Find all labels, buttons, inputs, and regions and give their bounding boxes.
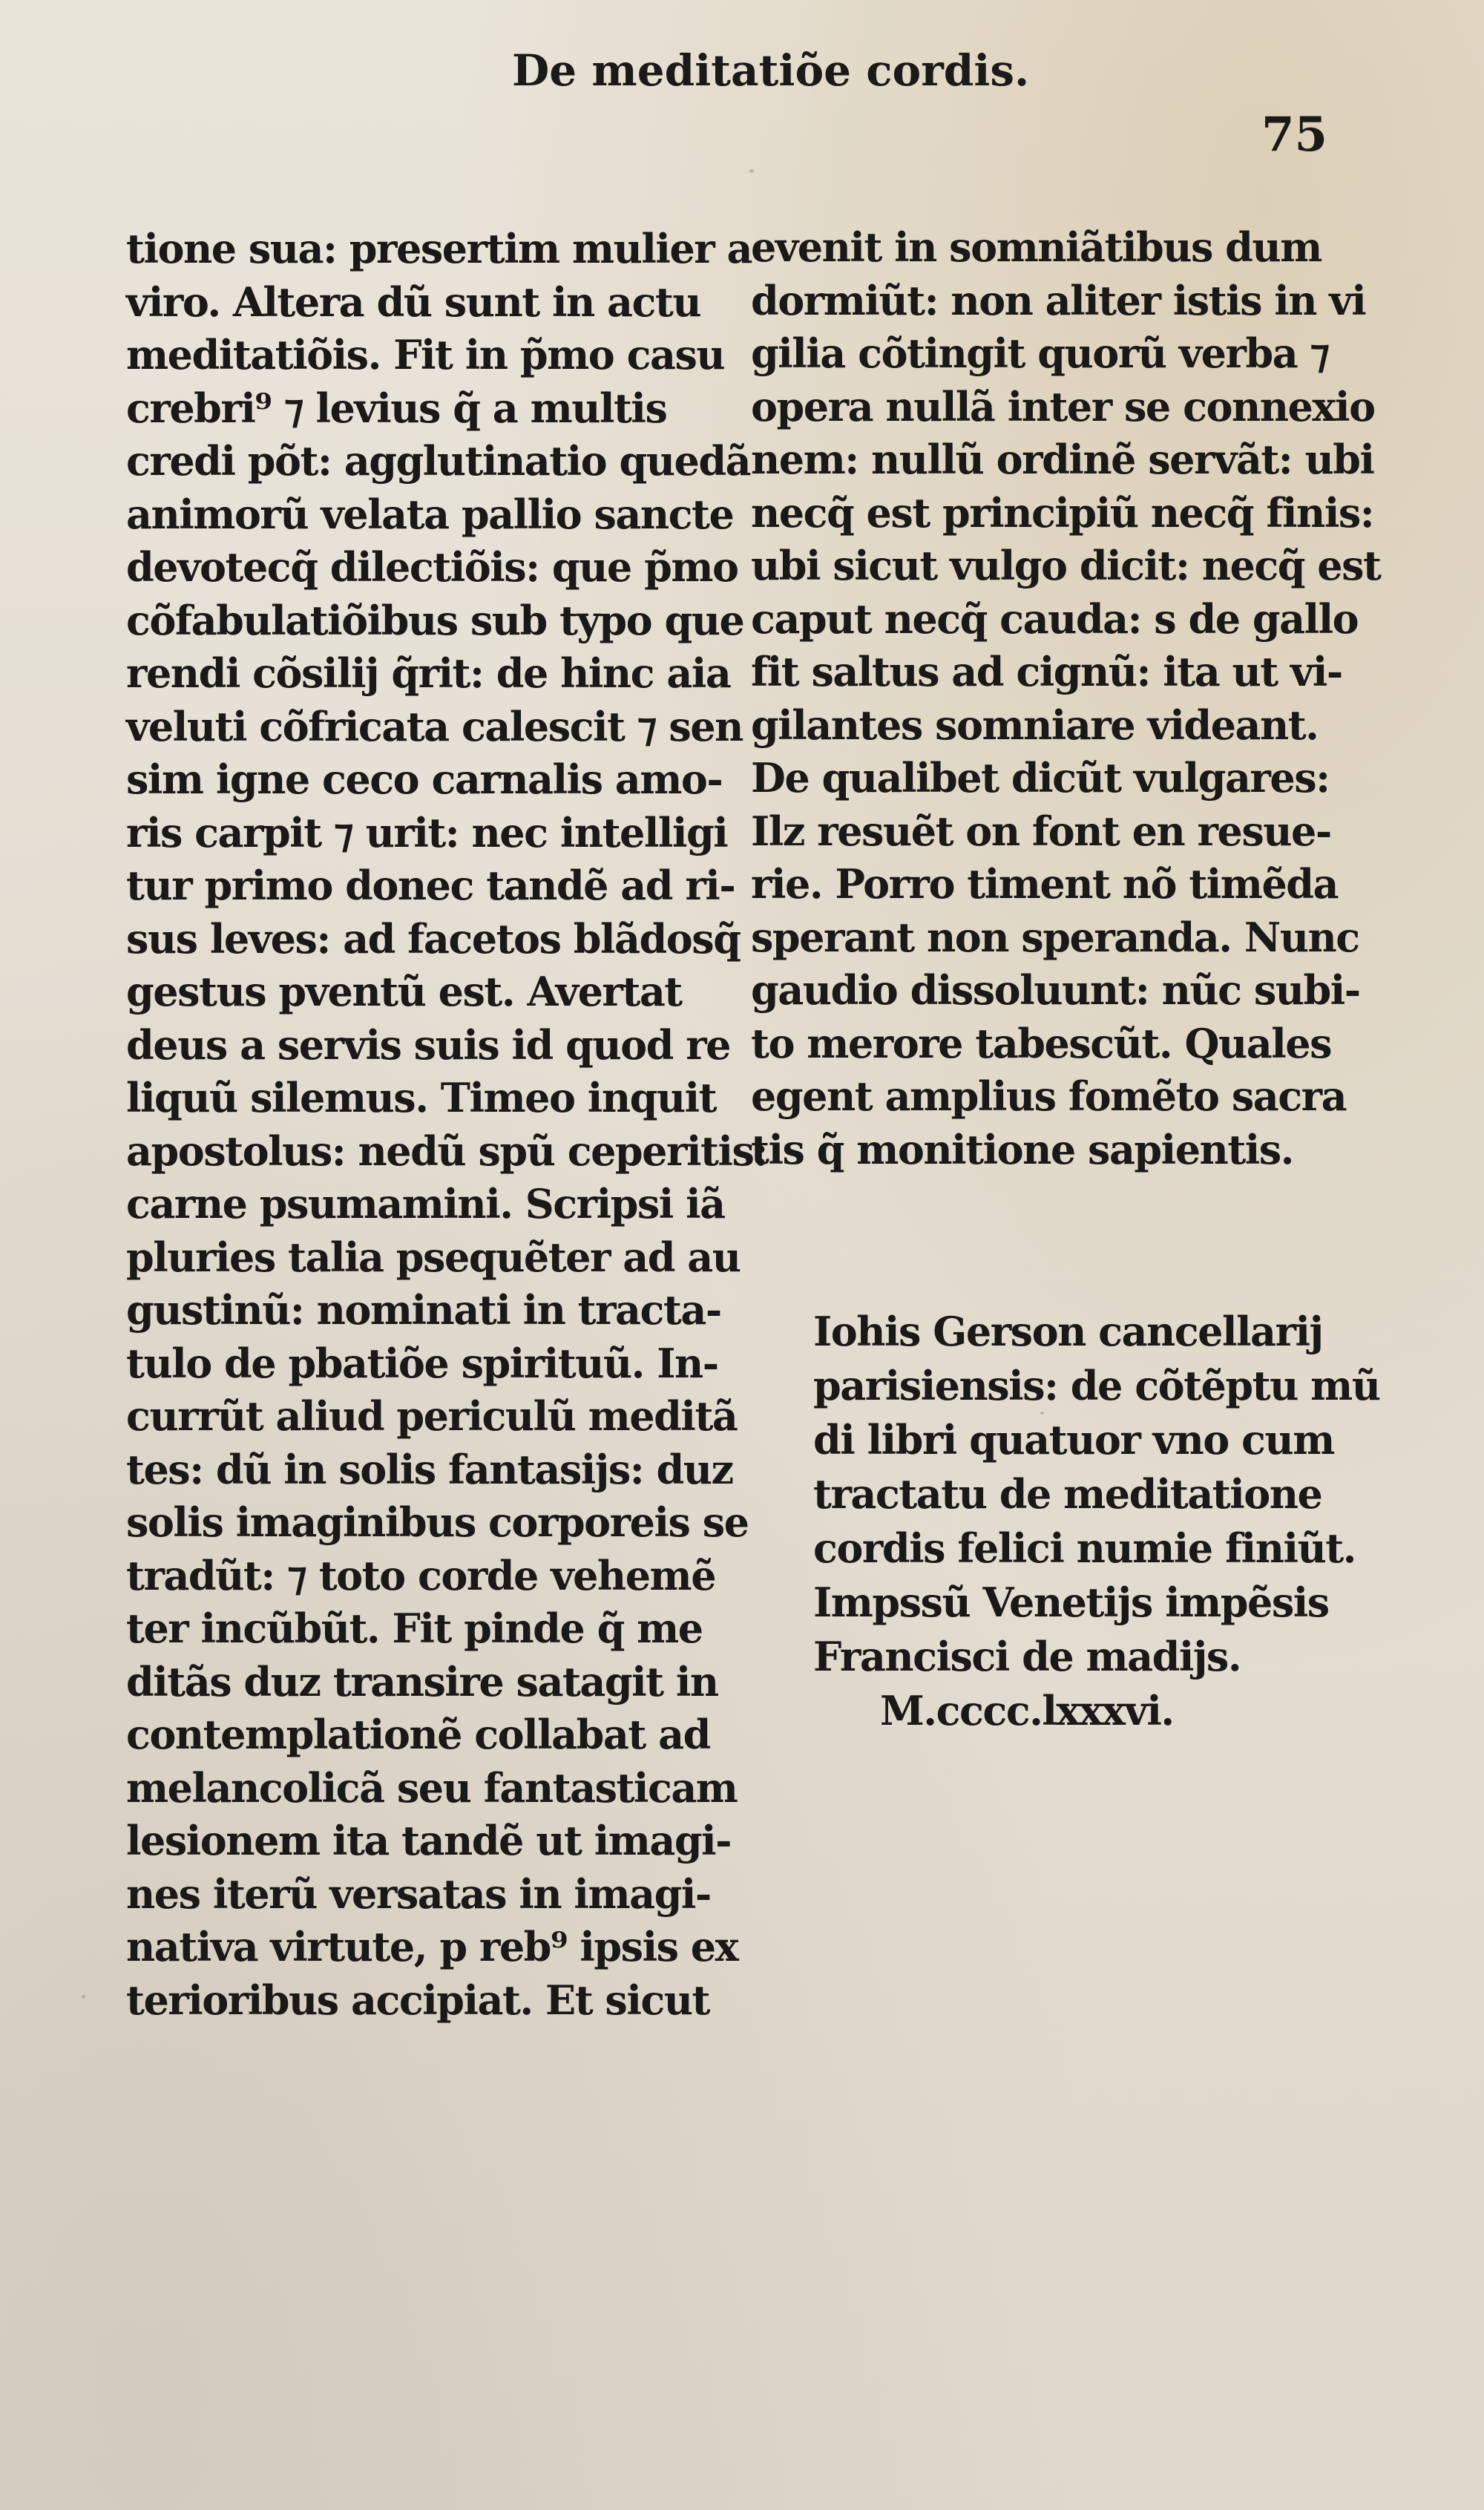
text-line: solis imaginibus corporeis se <box>126 1498 749 1546</box>
text-line: meditatiõis. Fit in p̃mo casu <box>126 331 725 379</box>
left-text-column <box>126 223 767 2027</box>
text-line: sperant non speranda. Nunc <box>751 913 1359 961</box>
colophon-date: M.cccc.lxxxvi. <box>880 1687 1174 1734</box>
colophon-line: cordis felici numie finiũt. <box>813 1524 1356 1572</box>
text-line: devotecq̃ dilectiõis: que p̃mo <box>126 543 738 591</box>
text-line: animorũ velata pallio sancte <box>126 490 734 538</box>
text-line: egent amplius fomẽto sacra <box>751 1072 1347 1120</box>
text-line: gestus pventũ est. Avertat <box>126 968 682 1015</box>
text-line: viro. Altera dũ sunt in actu <box>126 278 701 326</box>
text-line: Ilz resuẽt on font en resue- <box>751 807 1331 855</box>
text-line: gustinũ: nominati in tracta- <box>126 1286 721 1334</box>
text-line: cõfabulatiõibus sub typo que <box>126 596 744 644</box>
text-line: ris carpit ⁊ urit: nec intelligi <box>126 808 728 856</box>
text-line: crebri⁹ ⁊ levius q̃ a multis <box>126 384 667 432</box>
text-line: caput necq̃ cauda: s de gallo <box>751 594 1359 643</box>
text-line: deus a servis suis id quod re <box>126 1020 731 1069</box>
text-line: to merore tabescũt. Quales <box>751 1019 1332 1067</box>
text-line: De qualibet dicũt vulgares: <box>751 754 1330 802</box>
text-line: ditãs duz transire satagit in <box>126 1657 718 1705</box>
text-line: opera nullã inter se connexio <box>751 382 1375 430</box>
text-line: rie. Porro timent nõ timẽda <box>751 860 1339 908</box>
text-line: tradũt: ⁊ toto corde vehemẽ <box>126 1551 716 1599</box>
colophon-line: di libri quatuor vno cum <box>813 1416 1334 1464</box>
text-line: pluries talia psequẽter ad au <box>126 1233 741 1281</box>
text-line: gilantes somniare videant. <box>751 701 1319 749</box>
text-line: evenit in somniãtibus dum <box>751 223 1322 271</box>
text-line: dormiũt: non aliter istis in vi <box>751 276 1366 324</box>
colophon-line: tractatu de meditatione <box>813 1470 1322 1518</box>
paper-speck <box>1040 1412 1044 1415</box>
colophon-line: Francisci de madijs. <box>813 1633 1241 1680</box>
paper-speck <box>749 169 754 173</box>
paper-speck <box>82 1995 85 1999</box>
page-number: 75 <box>1261 107 1328 163</box>
running-head: De meditatiõe cordis. <box>512 45 1030 96</box>
colophon-line: Iohis Gerson cancellarij <box>813 1308 1323 1355</box>
text-line: currũt aliud periculũ meditã <box>126 1392 738 1440</box>
text-line: contemplationẽ collabat ad <box>126 1711 710 1758</box>
text-line: apostolus: nedũ spũ ceperitis: <box>126 1127 767 1175</box>
text-line: liquũ silemus. Timeo inquit <box>126 1074 717 1121</box>
text-line: necq̃ est principiũ necq̃ finis: <box>751 488 1374 537</box>
text-line: tione sua: presertim mulier a <box>126 225 752 272</box>
text-line: nes iterũ versatas in imagi- <box>126 1870 711 1918</box>
text-line: melancolicã seu fantasticam <box>126 1763 738 1812</box>
text-line: carne psumamini. Scripsi iã <box>126 1180 725 1228</box>
text-line: fit saltus ad cignũ: ita ut vi- <box>751 648 1342 695</box>
text-line: veluti cõfricata calescit ⁊ sen <box>126 702 743 750</box>
text-line: gilia cõtingit quorũ verba ⁊ <box>751 330 1329 377</box>
colophon-line: parisiensis: de cõtẽptu mũ <box>813 1362 1380 1409</box>
text-line: sim igne ceco carnalis amo- <box>126 756 723 803</box>
text-line: rendi cõsilij q̃rit: de hinc aia <box>126 649 731 697</box>
text-line: nativa virtute, p reb⁹ ipsis ex <box>126 1923 738 1970</box>
colophon-line: Impssũ Venetijs impẽsis <box>813 1579 1329 1626</box>
text-line: credi põt: agglutinatio quedã <box>126 437 751 485</box>
text-line: tulo de pbatiõe spirituũ. In- <box>126 1339 718 1387</box>
text-line: tes: dũ in solis fantasijs: duz <box>126 1445 733 1493</box>
text-line: ter incũbũt. Fit pinde q̃ me <box>126 1605 703 1652</box>
text-line: ubi sicut vulgo dicit: necq̃ est <box>751 542 1381 589</box>
text-line: tur primo donec tandẽ ad ri- <box>126 862 735 909</box>
text-line: sus leves: ad facetos blãdosq̃ <box>126 914 741 963</box>
text-line: terioribus accipiat. Et sicut <box>126 1976 709 2024</box>
right-text-column <box>751 221 1381 1176</box>
text-line: gaudio dissoluunt: nũc subi- <box>751 966 1360 1014</box>
text-line: nem: nullũ ordinẽ servãt: ubi <box>751 436 1374 483</box>
colophon <box>813 1305 1380 1738</box>
text-line: lesionem ita tandẽ ut imagi- <box>126 1817 732 1864</box>
text-line: tis q̃ monitione sapientis. <box>751 1125 1293 1173</box>
